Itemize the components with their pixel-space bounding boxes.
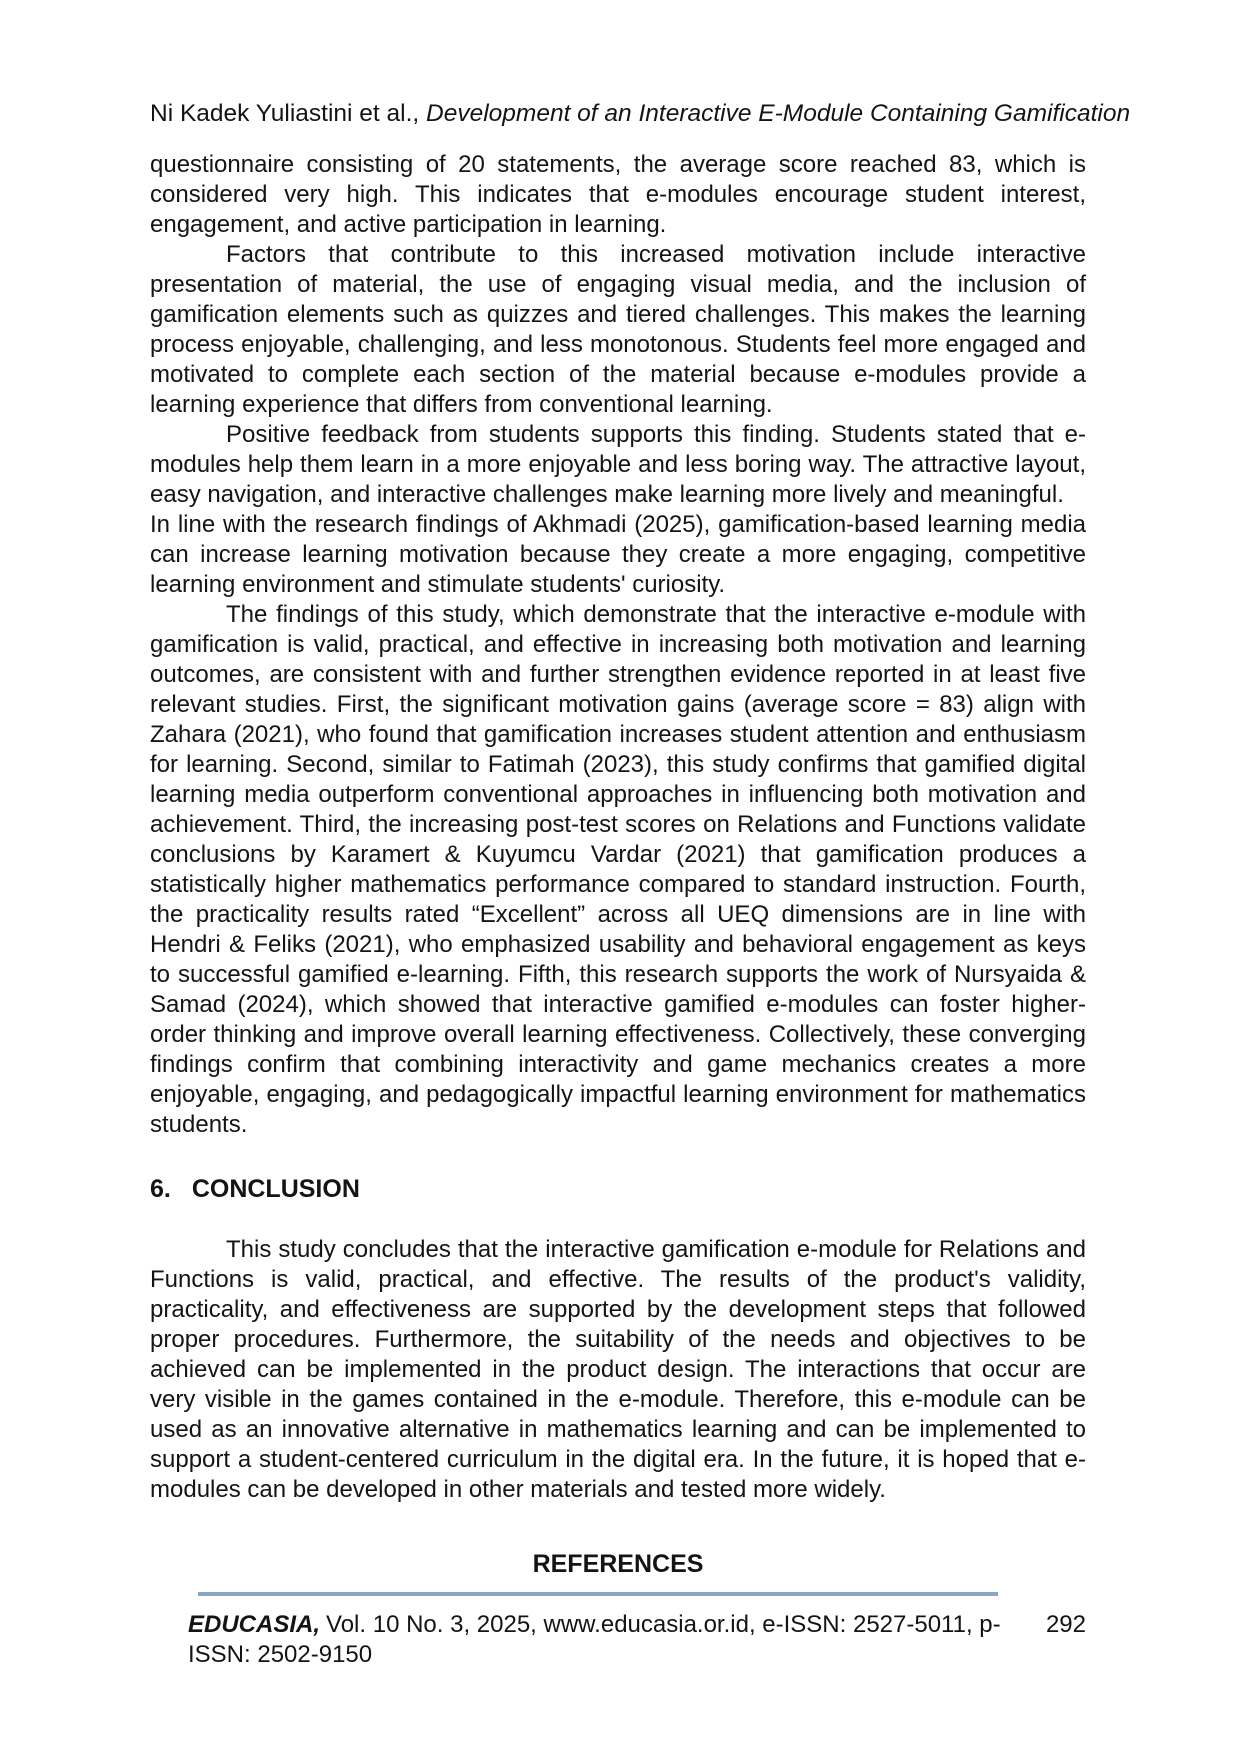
body-paragraph: Positive feedback from students supports this finding. Students stated that e-modules help them learn in a more enjoyable and less boring way. The attractive layout, easy navigation, and interactive challenges make learning more lively and meaningful. <box>150 421 1086 508</box>
body-paragraph: questionnaire consisting of 20 statements, the average score reached 83, which is considered very high. This indicates that e-modules encourage student interest, engagement, and active participation in learning. <box>150 151 1086 238</box>
conclusion-heading <box>150 1174 1086 1205</box>
body-text <box>150 150 1086 1140</box>
citation-text: Vol. 10 No. 3, 2025, www.educasia.or.id, e-ISSN: 2527-5011, p-ISSN: 2502-9150 <box>188 1611 1001 1668</box>
conclusion-heading-number: 6. <box>150 1175 171 1203</box>
running-head-title: Development of an Interactive E-Module Containing Gamification <box>426 100 1131 127</box>
footer-row <box>150 1610 1086 1670</box>
body-paragraph: The findings of this study, which demonstrate that the interactive e-module with gamification is valid, practical, and effective in increasing both motivation and learning outcomes, are consistent with and further strengthen evidence reported in at least five relevant studies. First, the significant motivation gains (average score = 83) align with Zahara (2021), who found that gamification increases student attention and enthusiasm for learning. Second, similar to Fatimah (2023), this study confirms that gamified digital learning media outperform conventional approaches in influencing both motivation and achievement. Third, the increasing post-test scores on Relations and Functions validate conclusions by Karamert & Kuyumcu Vardar (2021) that gamification produces a statistically higher mathematics performance compared to standard instruction. Fourth, the practicality results rated “Excellent” across all UEQ dimensions are in line with Hendri & Feliks (2021), who emphasized usability and behavioral engagement as keys to successful gamified e-learning. Fifth, this research supports the work of Nursyaida & Samad (2024), which showed that interactive gamified e-modules can foster higher-order thinking and improve overall learning effectiveness. Collectively, these converging findings confirm that combining interactivity and game mechanics creates a more enjoyable, engaging, and pedagogically impactful learning environment for mathematics students. <box>150 601 1086 1138</box>
conclusion-paragraph: This study concludes that the interactive gamification e-module for Relations and Functions is valid, practical, and effective. The results of the product's validity, practicality, and effectiveness are supported by the development steps that followed proper procedures. Furthermore, the suitability of the needs and objectives to be achieved can be implemented in the product design. The interactions that occur are very visible in the games contained in the e-module. Therefore, this e-module can be used as an innovative alternative in mathematics learning and can be implemented to support a student-centered curriculum in the digital era. In the future, it is hoped that e-modules can be developed in other materials and tested more widely. <box>150 1236 1086 1503</box>
running-head <box>150 98 1131 129</box>
conclusion-text <box>150 1235 1086 1505</box>
journal-name: EDUCASIA, <box>188 1611 321 1638</box>
page-number: 292 <box>1045 1611 1086 1638</box>
footer-divider <box>198 1592 998 1596</box>
body-paragraph: In line with the research findings of Akhmadi (2025), gamification-based learning media can increase learning motivation because they create a more engaging, competitive learning environment and stimulate students' curiosity. <box>150 511 1086 598</box>
page-content <box>150 98 1131 1580</box>
conclusion-heading-label: CONCLUSION <box>191 1175 360 1203</box>
page-footer <box>150 1592 1086 1670</box>
running-head-authors: Ni Kadek Yuliastini et al., <box>150 100 420 127</box>
references-heading: REFERENCES <box>532 1550 704 1578</box>
footer-citation <box>150 1610 1046 1670</box>
body-paragraph: Factors that contribute to this increased motivation include interactive presentation of material, the use of engaging visual media, and the inclusion of gamification elements such as quizzes and tiered challenges. This makes the learning process enjoyable, challenging, and less monotonous. Students feel more engaged and motivated to complete each section of the material because e-modules provide a learning experience that differs from conventional learning. <box>150 241 1086 418</box>
